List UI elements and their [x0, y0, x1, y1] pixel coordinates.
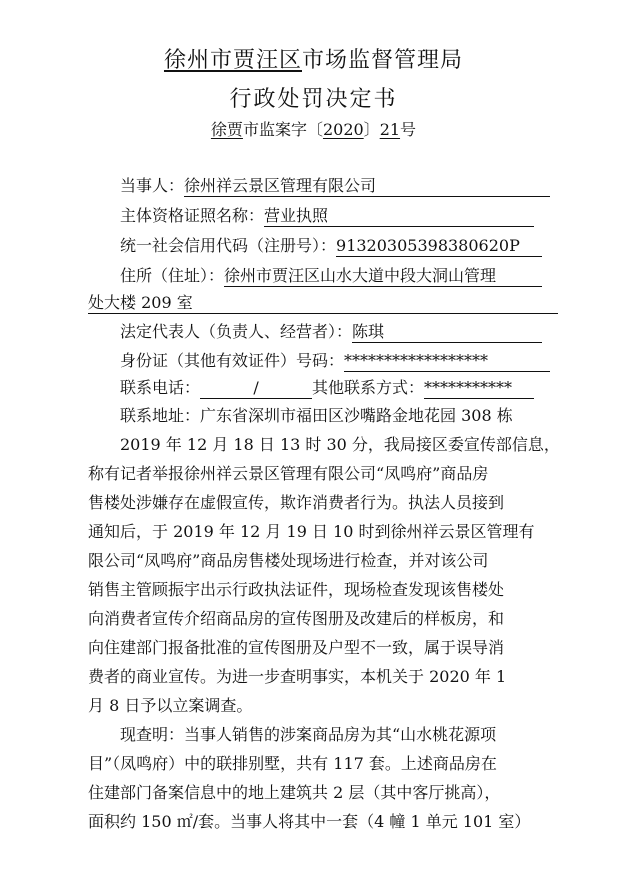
authority-district: 徐州市贾汪区: [163, 48, 302, 73]
body-paragraph-1-line: 销售主管顾振宇出示行政执法证件，现场检查发现该售楼处: [88, 580, 505, 599]
body-paragraph-2-line: 目”（凤鸣府）中的联排别墅，共有 117 套。上述商品房在: [88, 754, 497, 773]
credit-code-row: [120, 235, 542, 257]
party-label: 当事人：: [120, 176, 185, 195]
legal-rep-label: 法定代表人（负责人、经营者）：: [120, 322, 353, 341]
legal-rep-row: [120, 321, 542, 343]
body-paragraph-1-line: 售楼处涉嫌存在虚假宣传，欺诈消费者行为。执法人员接到: [88, 493, 505, 512]
body-paragraph-1-line: 通知后，于 2019 年 12 月 19 日 10 时到徐州祥云景区管理有: [88, 522, 535, 541]
credit-code-value: 91320305398380620P: [336, 235, 542, 257]
docno-prefix: 徐贾: [210, 120, 243, 139]
phone-row: [120, 377, 534, 399]
document-type-title: 行政处罚决定书: [229, 87, 398, 112]
id-number-label: 身份证（其他有效证件）号码：: [120, 351, 345, 370]
credit-code-label: 统一社会信用代码（注册号）：: [120, 236, 337, 255]
docno-bracket: 〕: [363, 120, 380, 139]
body-paragraph-1-line: 称有记者举报徐州祥云景区管理有限公司“凤鸣府”商品房: [88, 464, 489, 483]
other-contact-value: ***********: [424, 377, 534, 399]
contact-address-row: [120, 405, 513, 427]
document-number: [0, 117, 627, 140]
body-paragraph-2-line: 住建部门备案信息中的地上建筑共 2 层（其中客厅挑高），: [88, 783, 501, 802]
body-paragraph-2-line: 面积约 150 ㎡/套。当事人将其中一套（4 幢 1 单元 101 室）: [88, 812, 531, 831]
docno-year: 2020: [322, 120, 364, 139]
legal-rep-value: 陈琪: [352, 321, 542, 343]
issuing-authority-title: [0, 43, 627, 74]
contact-address-label: 联系地址：: [120, 406, 201, 425]
body-paragraph-1-line: 2019 年 12 月 18 日 13 时 30 分，我局接区委宣传部信息，: [120, 435, 560, 454]
contact-address-value: 广东省深圳市福田区沙嘴路金地花园 308 栋: [200, 406, 513, 425]
license-row: [120, 205, 534, 227]
address-row: [120, 265, 542, 287]
docno-number: 21: [379, 120, 401, 139]
authority-bureau: 市场监督管理局: [302, 48, 464, 73]
body-paragraph-2-line: 现查明：当事人销售的涉案商品房为其“山水桃花源项: [120, 725, 497, 744]
id-number-row: [120, 350, 550, 372]
body-paragraph-1-line: 向住建部门报备批准的宣传图册及户型不一致，属于误导消: [88, 638, 505, 657]
license-label: 主体资格证照名称：: [120, 206, 265, 225]
party-row: [120, 175, 550, 197]
body-paragraph-1-line: 限公司“凤鸣府”商品房售楼处现场进行检查，并对该公司: [88, 551, 489, 570]
party-value: 徐州祥云景区管理有限公司: [184, 175, 550, 197]
address-value-line1: 徐州市贾汪区山水大道中段大洞山管理: [224, 265, 542, 287]
address-label: 住所（住址）：: [120, 266, 225, 285]
address-value-line2: 处大楼 209 室: [88, 292, 558, 314]
docno-suffix: 号: [400, 120, 417, 139]
address-row-2: [88, 292, 558, 314]
other-contact-label: 其他联系方式：: [312, 378, 425, 397]
id-number-value: ******************: [344, 350, 550, 372]
body-paragraph-1-line: 月 8 日予以立案调查。: [88, 696, 253, 715]
phone-label: 联系电话：: [120, 378, 201, 397]
phone-value: /: [200, 377, 312, 399]
license-value: 营业执照: [264, 205, 534, 227]
docno-case: 市监案字〔: [242, 120, 323, 139]
body-paragraph-1-line: 向消费者宣传介绍商品房的宣传图册及改建后的样板房，和: [88, 609, 505, 628]
body-paragraph-1-line: 费者的商业宣传。为进一步查明事实，本机关于 2020 年 1: [88, 667, 507, 686]
